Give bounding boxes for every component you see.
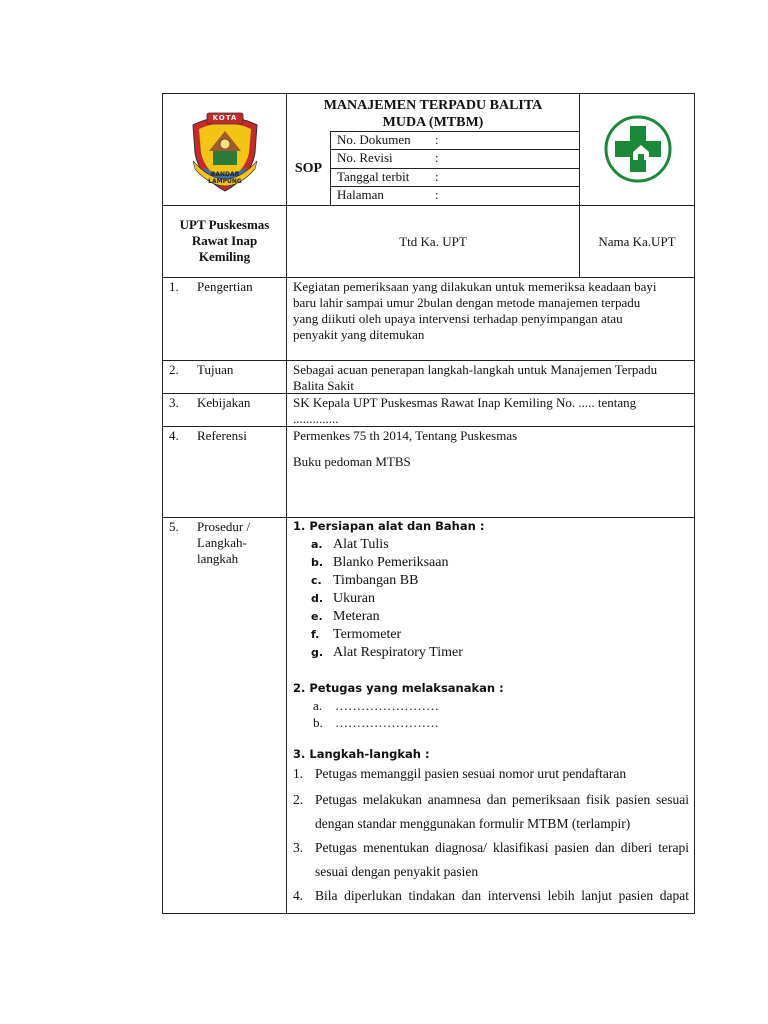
section-label-tujuan: Tujuan: [197, 362, 234, 377]
step-item: [293, 884, 689, 908]
list-text: Alat Respiratory Timer: [333, 645, 463, 660]
row-rule: [163, 426, 694, 427]
puskesmas-logo-icon: [603, 114, 673, 184]
kebijakan-text: [293, 395, 693, 425]
step-number: 1.: [293, 766, 304, 781]
pengertian-text: [293, 279, 693, 343]
row-rule: [163, 360, 694, 361]
section-number: 3.: [169, 395, 179, 410]
list-item: [311, 536, 691, 554]
text-line: Kegiatan pemeriksaan yang dilakukan untuk memeriksa keadaan bayi: [293, 279, 657, 294]
label-line: Prosedur /: [197, 519, 251, 534]
step-text: Petugas melakukan anamnesa dan pemeriksaan fisik pasien sesuai: [315, 792, 689, 807]
section-number: 2.: [169, 362, 179, 377]
field-halaman-sep: :: [435, 187, 439, 202]
list-text: Alat Tulis: [333, 537, 389, 552]
step-item: [293, 836, 689, 884]
step-number: 3.: [293, 840, 304, 855]
field-no-revisi-label: No. Revisi: [337, 150, 393, 165]
row-rule: [163, 517, 694, 518]
text-line: yang diikuti oleh upaya intervensi terhadap penyimpangan atau: [293, 311, 623, 326]
column-divider: [286, 94, 287, 914]
persiapan-heading: 1. Persiapan alat dan Bahan :: [293, 519, 485, 533]
logo-bottom-text: BANDAR LAMPUNG: [208, 171, 242, 185]
list-item: [313, 698, 439, 715]
list-letter: g.: [311, 646, 324, 659]
text-line: Sebagai acuan penerapan langkah-langkah untuk Manajemen Terpadu: [293, 362, 658, 377]
text-line: ..............: [293, 411, 339, 425]
logo-top-text: KOTA: [212, 114, 238, 122]
persiapan-list: [311, 536, 691, 662]
section-number: 4.: [169, 428, 179, 443]
list-item: [311, 644, 691, 662]
list-text: Ukuran: [333, 591, 375, 606]
step-text: Bila diperlukan tindakan dan intervensi lebih lanjut pasien dapat: [315, 888, 689, 903]
section-label-prosedur: [197, 519, 250, 567]
step-text: dengan standar menggunakan formulir MTBM (terlampir): [315, 816, 631, 831]
section-number: 1.: [169, 279, 179, 294]
label-line: langkah: [197, 551, 239, 566]
org-line-2: Rawat Inap: [191, 233, 258, 248]
petugas-list: [313, 698, 439, 732]
list-text: Termometer: [333, 627, 402, 642]
list-item: [313, 715, 439, 732]
text-line: baru lahir sampai umur 2bulan dengan metode manajemen terpadu: [293, 295, 641, 310]
list-item: [311, 608, 691, 626]
langkah-heading: 3. Langkah-langkah :: [293, 747, 430, 761]
field-tanggal-terbit-sep: :: [435, 169, 439, 184]
list-letter: c.: [311, 574, 322, 587]
list-text: ……………………: [335, 715, 439, 730]
tujuan-text: [293, 362, 693, 394]
section-label-kebijakan: Kebijakan: [197, 395, 251, 410]
list-letter: d.: [311, 592, 324, 605]
step-number: 4.: [293, 888, 304, 903]
section-number: 5.: [169, 519, 179, 534]
ttd-ka-upt: Ttd Ka. UPT: [399, 234, 467, 249]
list-letter: b.: [311, 556, 324, 569]
step-text: Petugas menentukan diagnosa/ klasifikasi pasien dan diberi terapi: [315, 840, 689, 855]
list-letter: e.: [311, 610, 323, 623]
list-item: [311, 626, 691, 644]
field-no-dokumen-sep: :: [435, 132, 439, 147]
row-rule: [163, 277, 694, 278]
text-line: SK Kepala UPT Puskesmas Rawat Inap Kemiling No. ..... tentang: [293, 395, 637, 410]
step-item: [293, 764, 689, 788]
list-item: [311, 554, 691, 572]
title-line-2: MUDA (MTBM): [382, 115, 484, 130]
nama-ka-upt: Nama Ka.UPT: [598, 234, 676, 249]
sop-label: SOP: [294, 161, 323, 176]
referensi-line-1: Permenkes 75 th 2014, Tentang Puskesmas: [293, 428, 518, 443]
step-text: Petugas memanggil pasien sesuai nomor urut pendaftaran: [315, 766, 627, 781]
document-title: [287, 97, 579, 131]
list-text: Meteran: [333, 609, 380, 624]
petugas-heading: 2. Petugas yang melaksanakan :: [293, 681, 504, 695]
field-halaman-label: Halaman: [337, 187, 384, 202]
org-name: [163, 217, 286, 265]
bandar-lampung-logo: [189, 111, 261, 193]
step-number: 2.: [293, 792, 304, 807]
step-item: [293, 788, 689, 836]
list-letter: b.: [313, 715, 323, 730]
list-letter: a.: [311, 538, 323, 551]
langkah-list: [293, 764, 689, 908]
org-line-1: UPT Puskesmas: [179, 217, 270, 232]
list-letter: a.: [313, 698, 323, 713]
text-line: Balita Sakit: [293, 378, 355, 393]
label-line: Langkah-: [197, 535, 247, 550]
section-label-pengertian: Pengertian: [197, 279, 253, 294]
referensi-line-2: Buku pedoman MTBS: [293, 454, 411, 469]
org-line-3: Kemiling: [198, 249, 251, 264]
list-text: ……………………: [335, 698, 439, 713]
field-no-revisi-sep: :: [435, 150, 439, 165]
list-letter: f.: [311, 628, 320, 641]
text-line: penyakit yang ditemukan: [293, 327, 425, 342]
field-no-dokumen-label: No. Dokumen: [337, 132, 411, 147]
sop-document: [162, 93, 695, 914]
title-line-1: MANAJEMEN TERPADU BALITA: [323, 98, 543, 113]
section-label-referensi: Referensi: [197, 428, 247, 443]
list-text: Timbangan BB: [333, 573, 419, 588]
row-rule: [163, 205, 694, 206]
list-text: Blanko Pemeriksaan: [333, 555, 449, 570]
list-item: [311, 572, 691, 590]
field-tanggal-terbit-label: Tanggal terbit: [337, 169, 410, 184]
list-item: [311, 590, 691, 608]
step-text: sesuai dengan penyakit pasien: [315, 864, 479, 879]
